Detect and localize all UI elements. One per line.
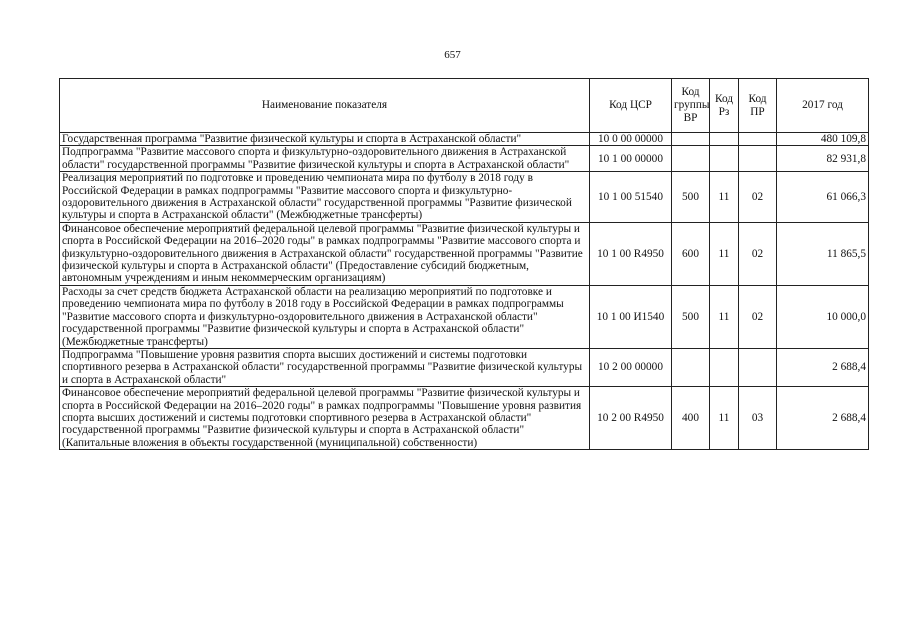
- row-pr: 02: [739, 222, 777, 285]
- header-name: Наименование показателя: [60, 79, 590, 133]
- row-amount: 11 865,5: [777, 222, 869, 285]
- table-row: [60, 172, 869, 223]
- page-number: 657: [444, 49, 461, 61]
- row-csr: 10 1 00 51540: [590, 172, 672, 223]
- row-rz: 11: [710, 222, 739, 285]
- row-pr: 03: [739, 387, 777, 450]
- row-csr: 10 0 00 00000: [590, 133, 672, 146]
- row-amount: 61 066,3: [777, 172, 869, 223]
- row-vr: [672, 146, 710, 172]
- row-vr: 500: [672, 285, 710, 348]
- row-amount: 2 688,4: [777, 348, 869, 386]
- row-rz: [710, 133, 739, 146]
- row-amount: 2 688,4: [777, 387, 869, 450]
- table-row: [60, 285, 869, 348]
- row-csr: 10 2 00 R4950: [590, 387, 672, 450]
- row-csr: 10 2 00 00000: [590, 348, 672, 386]
- row-name: Государственная программа "Развитие физической культуры и спорта в Астраханской области": [60, 133, 590, 146]
- row-rz: 11: [710, 285, 739, 348]
- row-rz: 11: [710, 387, 739, 450]
- table-header-row: [60, 79, 869, 133]
- row-vr: [672, 133, 710, 146]
- table-row: [60, 222, 869, 285]
- table-row: [60, 387, 869, 450]
- row-name: Подпрограмма "Повышение уровня развития спорта высших достижений и системы подготовки спортивного резерва в Астраханской области" государственной программы "Развитие физической культуры и спорта в Астраханской области": [60, 348, 590, 386]
- row-pr: [739, 146, 777, 172]
- row-amount: 10 000,0: [777, 285, 869, 348]
- table-row: [60, 146, 869, 172]
- row-amount: 82 931,8: [777, 146, 869, 172]
- row-pr: [739, 133, 777, 146]
- row-name: Подпрограмма "Развитие массового спорта и физкультурно-оздоровительного движения в Астраханской области" государственной программы "Развитие физической культуры и спорта в Астраханской области": [60, 146, 590, 172]
- table-row: [60, 348, 869, 386]
- table-row: [60, 133, 869, 146]
- header-year: 2017 год: [777, 79, 869, 133]
- row-vr: 400: [672, 387, 710, 450]
- row-pr: 02: [739, 172, 777, 223]
- budget-table: [59, 78, 869, 450]
- row-vr: 500: [672, 172, 710, 223]
- row-csr: 10 1 00 И1540: [590, 285, 672, 348]
- row-name: Финансовое обеспечение мероприятий федеральной целевой программы "Развитие физической культуры и спорта в Российской Федерации на 2016–2020 годы" в рамках подпрограммы "Повышение уровня развития спорта высших достижений и системы подготовки спортивного резерва в Астраханской области" государственной программы "Развитие физической культуры и спорта в Астраханской области" (Капитальные вложения в объекты государственной (муниципальной) собственности): [60, 387, 590, 450]
- header-vr: Код группы ВР: [672, 79, 710, 133]
- row-vr: [672, 348, 710, 386]
- row-name: Расходы за счет средств бюджета Астраханской области на реализацию мероприятий по подготовке и проведению чемпионата мира по футболу в 2018 году в Российской Федерации в рамках подпрограммы "Развитие массового спорта и физкультурно-оздоровительного движения в Астраханской области" государственной программы "Развитие физической культуры и спорта в Астраханской области" (Межбюджетные трансферты): [60, 285, 590, 348]
- header-csr: Код ЦСР: [590, 79, 672, 133]
- row-pr: 02: [739, 285, 777, 348]
- row-rz: [710, 348, 739, 386]
- row-name: Реализация мероприятий по подготовке и проведению чемпионата мира по футболу в 2018 году в Российской Федерации в рамках подпрограммы "Развитие массового спорта и физкультурно-оздоровительного движения в Астраханской области" государственной программы "Развитие физической культуры и спорта в Астраханской области" (Межбюджетные трансферты): [60, 172, 590, 223]
- row-csr: 10 1 00 R4950: [590, 222, 672, 285]
- row-name: Финансовое обеспечение мероприятий федеральной целевой программы "Развитие физической культуры и спорта в Российской Федерации на 2016–2020 годы" в рамках подпрограммы "Развитие массового спорта и физкультурно-оздоровительного движения в Астраханской области" государственной программы "Развитие физической культуры и спорта в Астраханской области" (Предоставление субсидий бюджетным, автономным учреждениям и иным некоммерческим организациям): [60, 222, 590, 285]
- header-rz: Код Рз: [710, 79, 739, 133]
- row-amount: 480 109,8: [777, 133, 869, 146]
- row-vr: 600: [672, 222, 710, 285]
- header-pr: Код ПР: [739, 79, 777, 133]
- row-csr: 10 1 00 00000: [590, 146, 672, 172]
- row-rz: [710, 146, 739, 172]
- row-rz: 11: [710, 172, 739, 223]
- row-pr: [739, 348, 777, 386]
